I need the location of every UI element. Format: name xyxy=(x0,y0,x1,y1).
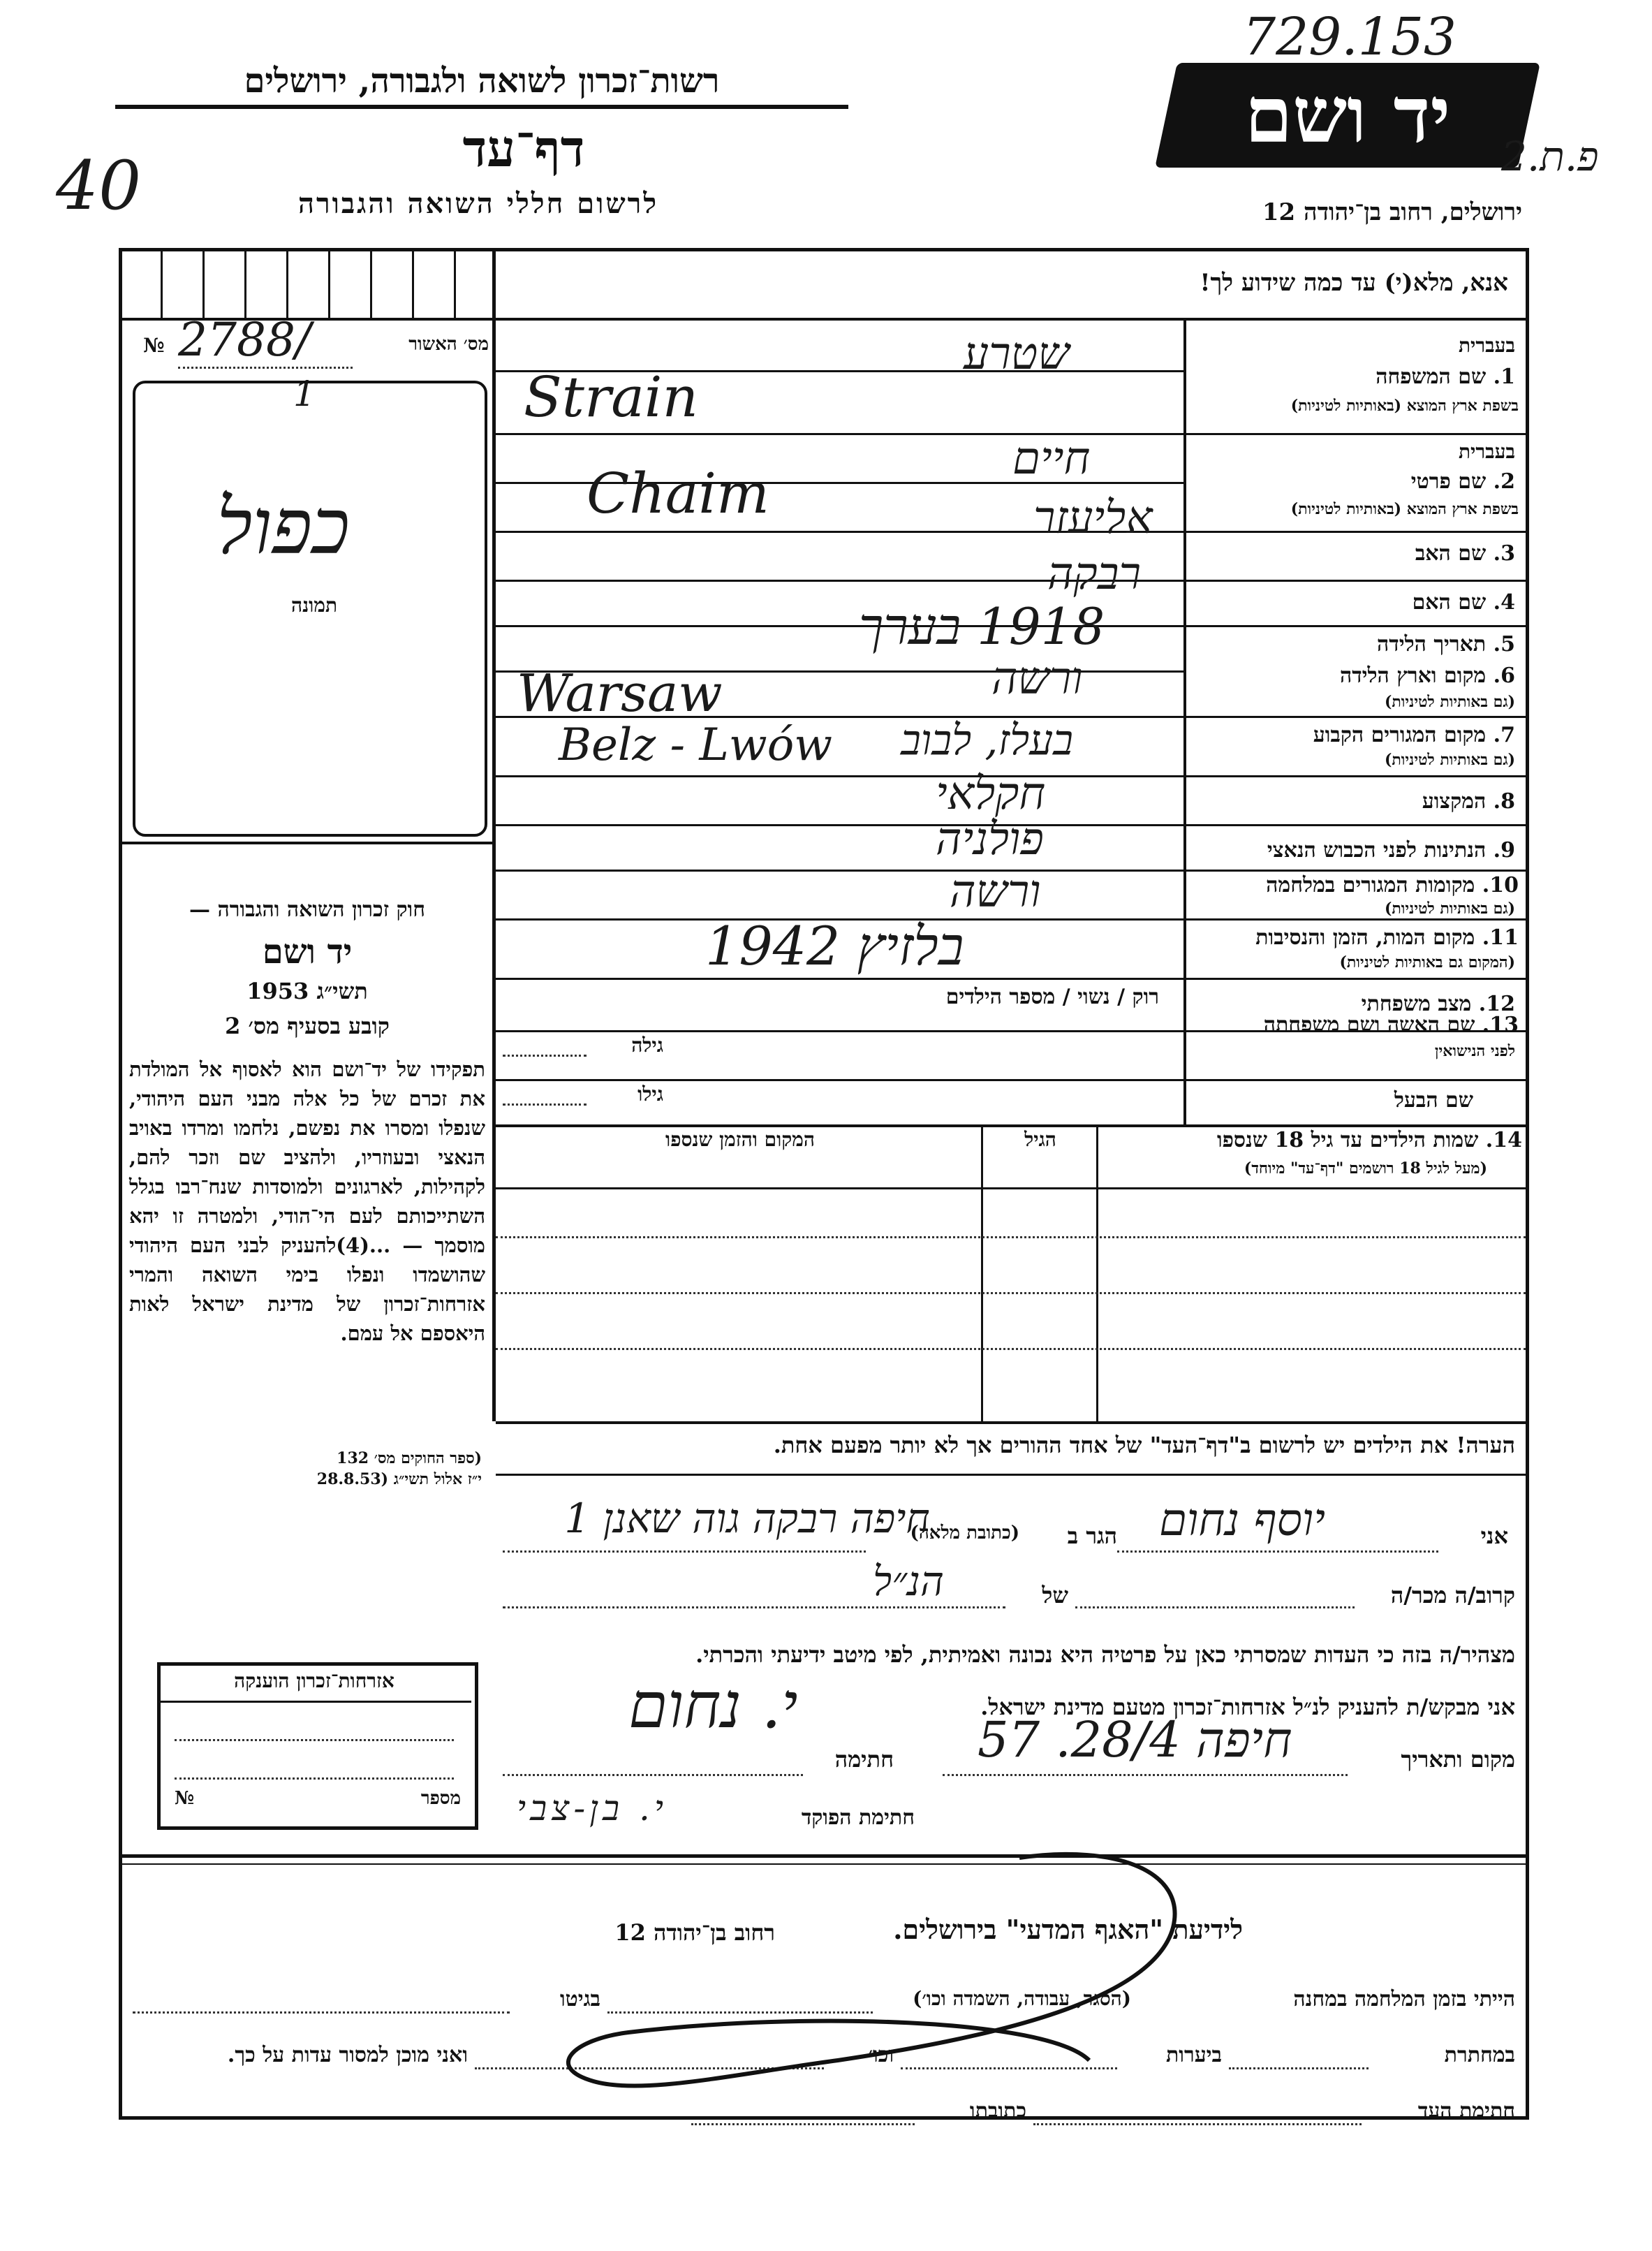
decl-of-value: הנ״ל xyxy=(873,1557,945,1605)
decl-relative-label: קרוב/ה מכר/ה xyxy=(1390,1582,1515,1608)
field-2-hebrew-value: חיים xyxy=(1012,433,1091,485)
decl-of-line xyxy=(503,1606,1005,1608)
registration-label: מס׳ האשור xyxy=(408,334,489,355)
field-5-value: 1918 בערך xyxy=(859,597,1105,656)
header-address: ירושלים, רחוב בן־יהודה 12 xyxy=(1262,198,1522,226)
field-1-sub: בשפת ארץ המוצא (באותיות לטיניות) xyxy=(1290,397,1519,415)
vertical-divider xyxy=(492,248,496,1421)
citizenship-number-mark: № xyxy=(175,1788,195,1809)
field-7-label: 7. מקום המגורים הקבוע xyxy=(1313,723,1515,747)
children-col-age: הגיל xyxy=(1024,1128,1056,1151)
decl-statement: מצהיר/ה בזה כי העדות שמסרתי כאן על פרטיה היא נכונה ואמיתית, לפי מיטב ידיעתי והכרתי. xyxy=(695,1641,1515,1668)
photo-handwritten: כפול xyxy=(216,482,350,571)
instruction-text: אנא, מלא(י) עד כמה שידוע לך! xyxy=(1200,269,1508,297)
field-13-age-line xyxy=(503,1055,587,1057)
field-12-options: רוק / נשוי / מספר הילדים xyxy=(945,985,1159,1009)
footer-line2-c: וכו׳ xyxy=(868,2043,894,2067)
law-ref-1: (ספר החוקים מס׳ 132 xyxy=(337,1449,482,1467)
footer-line3-a: חתימת העד xyxy=(1417,2099,1515,2123)
note-text: הערה! את הילדים יש לרשום ב"דף־העד" של אחד ההורים אך לא יותר מפעם אחת. xyxy=(773,1432,1515,1458)
decl-i-value: יוסף נחום xyxy=(1159,1495,1326,1546)
decl-place-date-line xyxy=(943,1774,1348,1776)
footer-line2-d: ואני מוכן למסור עדות על כך. xyxy=(227,2043,468,2067)
field-2-tag: בעברית xyxy=(1458,440,1515,463)
footer-line1-c: בגיטו xyxy=(559,1987,600,2011)
law-text: תפקידו של יד־ושם הוא לאסוף אל המולדת את זכרם של כל אלה מבני העם היהודי, שנפלו ומסרו את נפשם, נלחמו ומרדו באויב הנאצי ובעוזריו, ולהציב שם וזכר להם, לקהילות, לארגונים ולמוסדות שנח־רבו בגלל השתייכותם לעם הי־הודי, ולמטרה זו יהא מוסמך — ...(4)להעניק לבני העם היהודי שהושמדו ונפלו בימי השואה והמרי אזרחות־זכרון של מדינת ישראל לאות היאספם אל עמם. xyxy=(129,1057,485,1345)
law-name: יד ושם xyxy=(262,932,353,971)
decl-signature-line xyxy=(503,1774,803,1776)
field-9-label: 9. הנתינות לפני הכבוש הנאצי xyxy=(1267,838,1515,863)
law-clause: קובע בסעיף מס׳ 2 xyxy=(225,1013,390,1039)
field-11-label: 11. מקום המות, הזמן והנסיבות xyxy=(1255,925,1519,950)
decl-request: אני מבקש/ת להעניק לנ״ל אזרחות־זכרון מטעם מדינת ישראל. xyxy=(980,1694,1515,1720)
field-3-label: 3. שם האב xyxy=(1415,541,1515,566)
label-column-divider xyxy=(1183,318,1186,1124)
field-10-label: 10. מקומות המגורים במלחמה xyxy=(1266,873,1519,897)
field-5-label: 5. תאריך הלידה xyxy=(1377,632,1515,657)
decl-place-date-value: חיפה 28/4. 57 xyxy=(978,1711,1292,1768)
yad-vashem-logo xyxy=(1155,63,1540,168)
husband-age-line xyxy=(503,1103,587,1106)
husband-age-label: גילו xyxy=(637,1083,663,1106)
field-9-value: פולניה xyxy=(936,814,1044,865)
decl-signature-value: י. נחום xyxy=(628,1669,798,1743)
citizenship-box-title: אזרחות־זכרון הוענקה xyxy=(234,1669,394,1692)
field-14-label: 14. שמות הילדים עד גיל 18 שנספו xyxy=(1216,1128,1522,1152)
citizenship-number-label: מספר xyxy=(420,1788,461,1809)
field-6-latin-value: Warsaw xyxy=(517,663,723,724)
law-year: תשי״ג 1953 xyxy=(246,978,368,1004)
field-10-sub: (גם באותיות לטיניות) xyxy=(1384,900,1515,918)
field-13-label: 13. שם האשה ושם משפחתה xyxy=(1263,1013,1519,1037)
field-12-label: 12. מצב משפחתי xyxy=(1361,992,1515,1016)
decl-i-line xyxy=(1117,1550,1438,1553)
field-2-label: 2. שם פרטי xyxy=(1410,469,1515,494)
field-6-sub: (גם באותיות לטיניות) xyxy=(1384,693,1515,711)
field-13-age-label: גילה xyxy=(631,1034,663,1057)
footer-cancel-scribble xyxy=(489,1830,1327,2123)
registration-number: 2788/ xyxy=(178,313,353,369)
husband-label: שם הבעל xyxy=(1394,1088,1473,1113)
field-4-label: 4. שם האם xyxy=(1412,590,1515,615)
registration-sub: 1 xyxy=(293,374,316,414)
page-subtitle: לרשום חללי השואה והגבורה xyxy=(297,187,659,220)
field-2-latin-value: Chaim xyxy=(587,461,769,526)
registration-mark: № xyxy=(143,334,165,357)
field-7-hebrew-value: בעלז, לבוב xyxy=(901,716,1074,765)
field-7-latin-value: Belz - Lwów xyxy=(559,719,832,771)
field-7-sub: (גם באותיות לטיניות) xyxy=(1384,751,1515,769)
footer-line3-b: כתובתו xyxy=(969,2099,1026,2123)
field-10-value: ורשה xyxy=(950,866,1041,918)
field-14-sub: (מעל לגיל 18 רושמים "דף־עד" מיוחד) xyxy=(1244,1159,1487,1178)
footer-line1-a: הייתי בזמן המלחמה במחנה xyxy=(1293,1987,1515,2011)
decl-resides-line xyxy=(503,1550,866,1553)
field-4-value: רבקה xyxy=(1047,548,1142,600)
page-title: דף־עד xyxy=(462,119,585,178)
footer-title: לידיעת "האגף המדעי" בירושלים. xyxy=(893,1914,1243,1945)
field-2-sub: בשפת ארץ המוצא (באותיות לטיניות) xyxy=(1290,500,1519,518)
decl-resides-value: חיפה רבקה גוה שאנן 1 xyxy=(564,1495,930,1542)
law-title: חוק זכרון השואה והגבורה — xyxy=(189,897,425,922)
footer-address: רחוב בן־יהודה 12 xyxy=(614,1919,775,1946)
field-11-value: בלזיץ 1942 xyxy=(705,915,964,977)
decl-relative-line xyxy=(1075,1606,1355,1608)
decl-of-label: של xyxy=(1042,1582,1068,1608)
field-13-sub: לפני הנישואין xyxy=(1434,1042,1515,1060)
field-6-hebrew-value: ורשה xyxy=(991,653,1083,705)
top-handwritten-number: 729.153 xyxy=(1243,7,1457,67)
children-col-place: המקום והזמן שנספו xyxy=(665,1128,815,1151)
decl-i-label: אני xyxy=(1480,1523,1508,1549)
decl-place-date-label: מקום ותאריך xyxy=(1401,1746,1515,1773)
logo-text: יד ושם xyxy=(1244,70,1451,160)
law-ref-2: י״ז אלול תשי״ג (28.8.53 xyxy=(316,1470,482,1488)
decl-resides-sub: (כתובת מלאה) xyxy=(910,1523,1019,1544)
decl-signature-label: חתימה xyxy=(834,1746,894,1773)
authority-name: רשות־זכרון לשואה ולגבורה, ירושלים xyxy=(115,61,848,109)
field-1-hebrew-value: שטרע xyxy=(964,328,1070,380)
field-6-label: 6. מקום וארץ הלידה xyxy=(1339,663,1515,688)
decl-official-label: חתימת הפוקד xyxy=(801,1805,915,1830)
field-1-latin-value: Strain xyxy=(524,365,698,430)
footer-line2-a: במחתרת xyxy=(1444,2043,1515,2067)
footer-line2-b: ביערות xyxy=(1165,2043,1222,2067)
decl-resides-label: הגר ב xyxy=(1067,1523,1117,1549)
footer-line1-b: (הסגר, עבודה, השמדה וכו׳) xyxy=(913,1987,1131,2010)
decl-official-value: י. בן-צבי xyxy=(517,1788,668,1828)
field-11-sub: (המקום גם באותיות לטיניות) xyxy=(1339,953,1515,971)
field-8-label: 8. המקצוע xyxy=(1422,789,1515,814)
field-1-tag: בעברית xyxy=(1458,334,1515,357)
field-1-label: 1. שם המשפחה xyxy=(1376,365,1515,389)
corner-handwritten-mark: פ.ת.2 xyxy=(1501,133,1599,180)
left-handwritten-number: 40 xyxy=(56,147,142,225)
field-8-value: חקלאי xyxy=(936,768,1046,820)
photo-label: תמונה xyxy=(290,594,338,617)
field-3-value: אליעזר xyxy=(1033,492,1153,544)
